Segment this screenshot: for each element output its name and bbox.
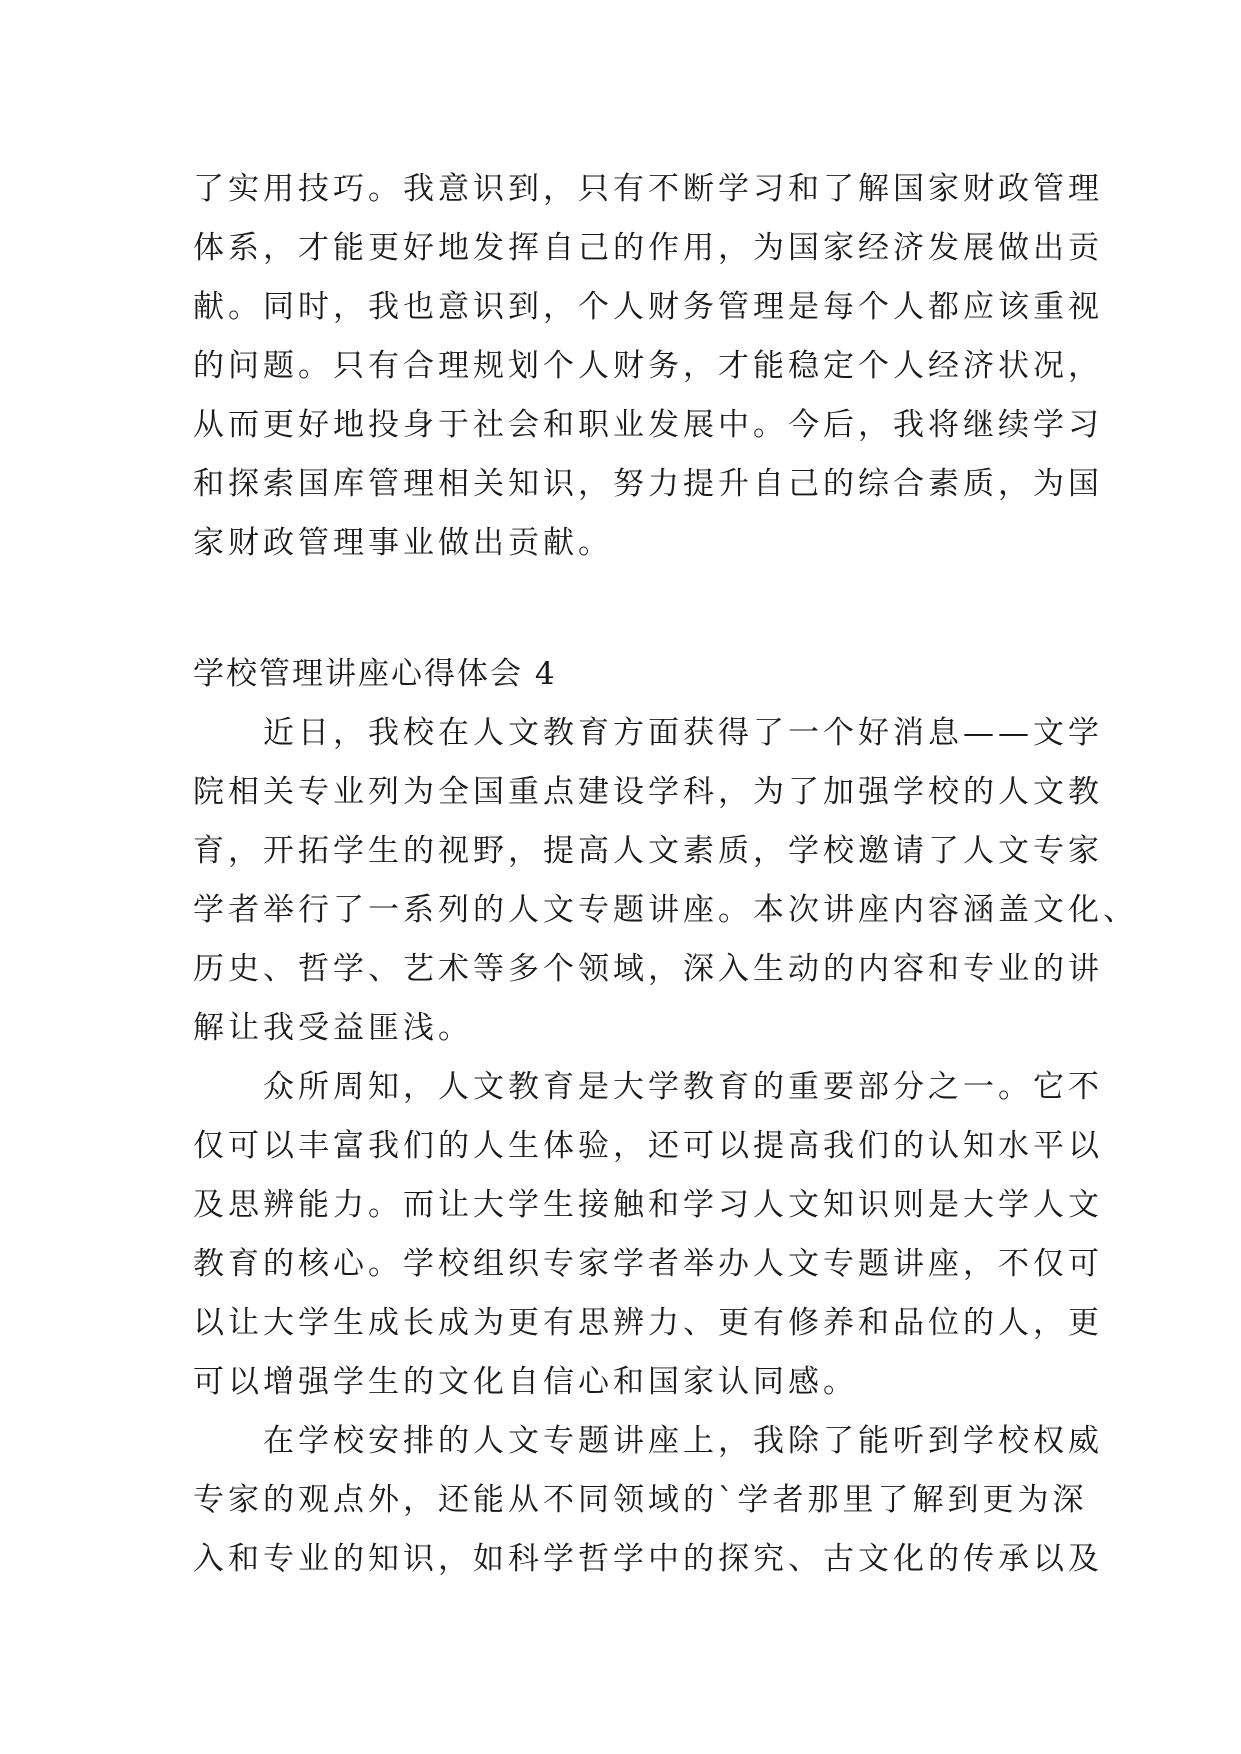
text-line: 专家的观点外，还能从不同领域的`学者那里了解到更为深	[193, 1482, 1088, 1518]
document-body	[193, 160, 1138, 1589]
text-line: 育，开拓学生的视野，提高人文素质，学校邀请了人文专家	[193, 833, 1103, 869]
paragraph-3	[193, 1412, 1103, 1589]
paragraph-1	[193, 704, 1138, 1058]
text-line: 了实用技巧。我意识到，只有不断学习和了解国家财政管理	[193, 171, 1103, 207]
section-heading: 学校管理讲座心得体会 4	[193, 656, 557, 692]
text-line: 学者举行了一系列的人文专题讲座。本次讲座内容涵盖文化、	[193, 892, 1138, 928]
paragraph-2	[193, 1058, 1103, 1412]
text-line: 解让我受益匪浅。	[193, 1010, 473, 1046]
section-spacer	[193, 573, 1053, 645]
text-line: 可以增强学生的文化自信心和国家认同感。	[193, 1364, 858, 1400]
text-line: 众所周知，人文教育是大学教育的重要部分之一。它不	[193, 1069, 1103, 1105]
text-line: 和探索国库管理相关知识，努力提升自己的综合素质，为国	[193, 466, 1103, 502]
text-line: 以让大学生成长成为更有思辨力、更有修养和品位的人，更	[193, 1305, 1103, 1341]
text-line: 体系，才能更好地发挥自己的作用，为国家经济发展做出贡	[193, 230, 1103, 266]
text-line: 在学校安排的人文专题讲座上，我除了能听到学校权威	[193, 1423, 1103, 1459]
text-line: 院相关专业列为全国重点建设学科，为了加强学校的人文教	[193, 774, 1103, 810]
text-line: 的问题。只有合理规划个人财务，才能稳定个人经济状况，	[193, 348, 1103, 384]
paragraph-continued	[193, 160, 1103, 573]
text-line: 近日，我校在人文教育方面获得了一个好消息——文学	[193, 715, 1103, 751]
text-line: 献。同时，我也意识到，个人财务管理是每个人都应该重视	[193, 289, 1103, 325]
text-line: 家财政管理事业做出贡献。	[193, 525, 613, 561]
text-line: 入和专业的知识，如科学哲学中的探究、古文化的传承以及	[193, 1541, 1103, 1577]
text-line: 仅可以丰富我们的人生体验，还可以提高我们的认知水平以	[193, 1128, 1103, 1164]
text-line: 历史、哲学、艺术等多个领域，深入生动的内容和专业的讲	[193, 951, 1103, 987]
text-line: 从而更好地投身于社会和职业发展中。今后，我将继续学习	[193, 407, 1103, 443]
text-line: 及思辨能力。而让大学生接触和学习人文知识则是大学人文	[193, 1187, 1103, 1223]
text-line: 教育的核心。学校组织专家学者举办人文专题讲座，不仅可	[193, 1246, 1103, 1282]
